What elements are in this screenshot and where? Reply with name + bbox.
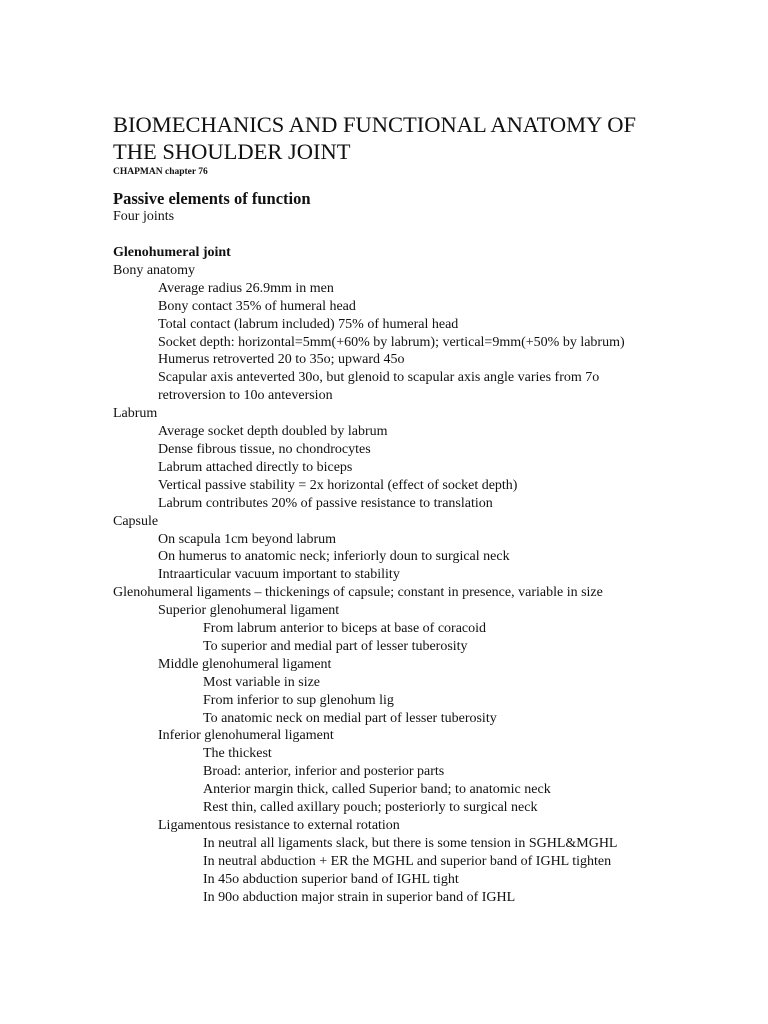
outline-body — [113, 262, 653, 907]
outline-line: In neutral all ligaments slack, but there is some tension in SGHL&MGHL — [203, 835, 618, 851]
outline-line: Inferior glenohumeral ligament — [158, 728, 334, 744]
outline-line: Socket depth: horizontal=5mm(+60% by labrum); vertical=9mm(+50% by labrum) — [158, 334, 625, 350]
outline-line: Broad: anterior, inferior and posterior parts — [203, 764, 445, 780]
section-intro: Four joints — [113, 209, 175, 224]
outline-line: Most variable in size — [203, 674, 321, 690]
outline-line: Intraarticular vacuum important to stability — [158, 567, 400, 583]
outline-line: Average radius 26.9mm in men — [158, 280, 334, 296]
outline-line: Average socket depth doubled by labrum — [158, 424, 388, 440]
outline-line: From labrum anterior to biceps at base of coracoid — [203, 621, 487, 637]
outline-line: In 45o abduction superior band of IGHL tight — [203, 871, 459, 887]
outline-line: Bony anatomy — [113, 262, 196, 278]
outline-line: Labrum attached directly to biceps — [158, 459, 353, 475]
outline-line: Middle glenohumeral ligament — [158, 656, 332, 672]
subsection-heading: Glenohumeral joint — [113, 244, 231, 260]
outline-line: Humerus retroverted 20 to 35o; upward 45o — [158, 352, 405, 368]
section-heading: Passive elements of function — [113, 189, 311, 208]
outline-line: In 90o abduction major strain in superior band of IGHL — [203, 889, 516, 905]
outline-line: To anatomic neck on medial part of lesser tuberosity — [203, 710, 497, 726]
outline-line: Capsule — [113, 513, 159, 529]
outline-line: Ligamentous resistance to external rotation — [158, 818, 400, 833]
outline-line: Scapular axis anteverted 30o, but glenoid to scapular axis angle varies from 7o retroversion to 10o anteversion — [158, 370, 600, 404]
outline-line: On humerus to anatomic neck; inferiorly doun to surgical neck — [158, 549, 510, 565]
outline-line: Rest thin, called axillary pouch; posteriorly to surgical neck — [203, 800, 538, 816]
outline-line: The thickest — [203, 746, 272, 762]
document-title: BIOMECHANICS AND FUNCTIONAL ANATOMY OF THE SHOULDER JOINT — [113, 112, 636, 164]
document-subtitle: CHAPMAN chapter 76 — [113, 167, 208, 177]
outline-line: Glenohumeral ligaments – thickenings of capsule; constant in presence, variable in size — [113, 585, 603, 601]
outline-line: Dense fibrous tissue, no chondrocytes — [158, 441, 371, 457]
outline-line: Bony contact 35% of humeral head — [158, 298, 356, 314]
outline-line: To superior and medial part of lesser tuberosity — [203, 638, 468, 654]
outline-line: Labrum — [113, 406, 158, 422]
paragraph-spacer — [113, 226, 653, 244]
outline-line: In neutral abduction + ER the MGHL and superior band of IGHL tighten — [203, 853, 612, 869]
outline-line: Total contact (labrum included) 75% of humeral head — [158, 316, 459, 332]
outline-line: Anterior margin thick, called Superior band; to anatomic neck — [203, 782, 551, 798]
outline-line: Superior glenohumeral ligament — [158, 603, 340, 619]
outline-line: On scapula 1cm beyond labrum — [158, 531, 337, 547]
document-page — [113, 111, 653, 907]
outline-line: From inferior to sup glenohum lig — [203, 692, 394, 708]
outline-line: Labrum contributes 20% of passive resistance to translation — [158, 495, 493, 511]
outline-line: Vertical passive stability = 2x horizontal (effect of socket depth) — [158, 477, 518, 493]
